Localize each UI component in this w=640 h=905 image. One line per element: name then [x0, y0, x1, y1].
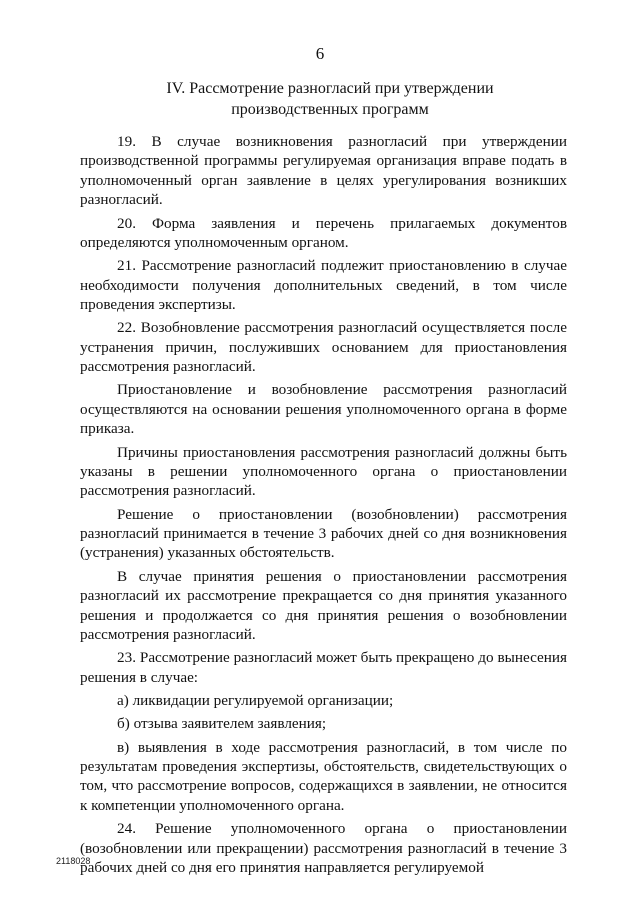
paragraph-19: 19. В случае возникновения разногласий при утверждении производственной программы регулируемая организация вправе подать в уполномоченный орган заявление в целях урегулирования возникших разногласий.: [80, 133, 567, 209]
paragraph-23-item-a: а) ликвидации регулируемой организации;: [117, 691, 394, 709]
paragraph-23: 23. Рассмотрение разногласий может быть прекращено до вынесения решения в случае:: [80, 649, 567, 686]
paragraph-22-suspension-effect: В случае принятия решения о приостановлении рассмотрения разногласий их рассмотрение прекращается со дня принятия указанного решения и продолжается со дня принятия решения о возобновлении рассмотрения разногласий.: [80, 567, 567, 643]
paragraph-24: 24. Решение уполномоченного органа о приостановлении (возобновлении или прекращении) рассмотрения разногласий в течение 3 рабочих дней со дня его принятия направляется регулируемой: [80, 820, 567, 876]
paragraph-23-item-b: б) отзыва заявителем заявления;: [117, 715, 327, 733]
paragraph-22-suspension-reasons: Причины приостановления рассмотрения разногласий должны быть указаны в решении уполномоченного органа о приостановлении рассмотрения разногласий.: [80, 443, 567, 500]
paragraph-22-suspension-basis: Приостановление и возобновление рассмотрения разногласий осуществляются на основании решения уполномоченного органа в форме приказа.: [80, 381, 567, 438]
section-body: [80, 132, 567, 877]
section-heading-line-1: IV. Рассмотрение разногласий при утверждении: [166, 80, 494, 97]
section-heading: [110, 78, 550, 120]
paragraph-23-item-v: в) выявления в ходе рассмотрения разногласий, в том числе по результатам проведения экспертизы, обстоятельств, свидетельствующих о том, что рассмотрение вопросов, содержащихся в заявлении, не относится к компетенции уполномоченного органа.: [80, 738, 567, 814]
paragraph-20: 20. Форма заявления и перечень прилагаемых документов определяются уполномоченным органом.: [80, 214, 567, 251]
paragraph-21: 21. Рассмотрение разногласий подлежит приостановлению в случае необходимости получения дополнительных сведений, в том числе проведения экспертизы.: [80, 257, 567, 314]
page-number: 6: [315, 44, 325, 63]
section-heading-line-2: производственных программ: [231, 101, 429, 118]
paragraph-22: 22. Возобновление рассмотрения разногласий осуществляется после устранения причин, послуживших основанием для приостановления рассмотрения разногласий.: [80, 319, 567, 376]
paragraph-22-decision-term: Решение о приостановлении (возобновлении) рассмотрения разногласий принимается в течение 3 рабочих дней со дня возникновения (устранения) указанных обстоятельств.: [80, 505, 567, 562]
document-code: 2118028: [56, 856, 91, 866]
